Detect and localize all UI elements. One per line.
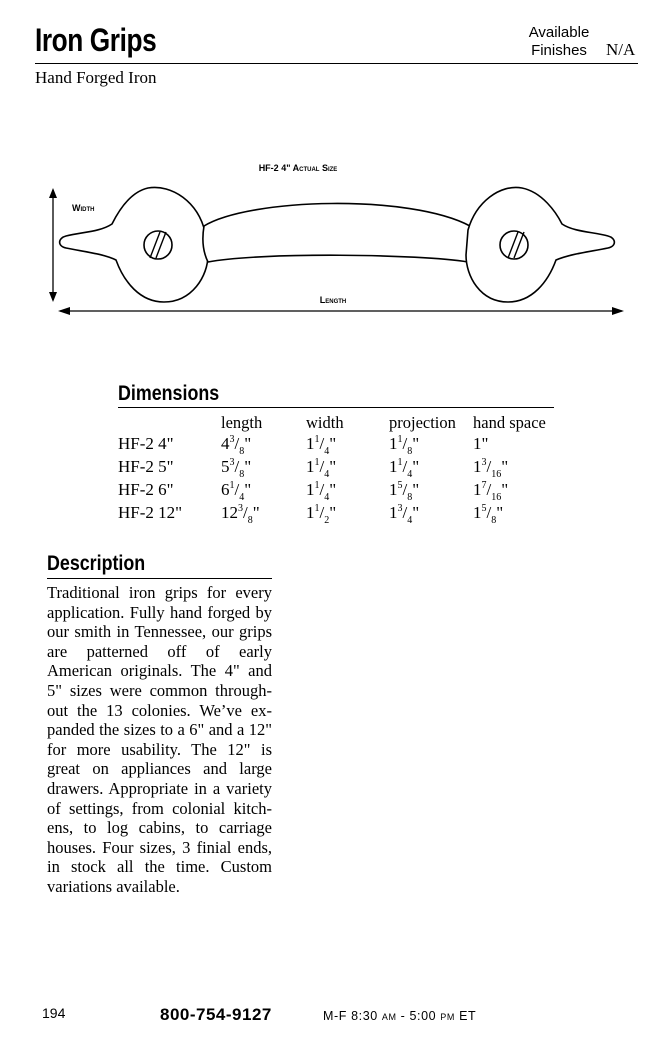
description-heading: Description bbox=[47, 552, 146, 575]
grip-diagram bbox=[0, 150, 672, 330]
business-hours: M-F 8:30 am - 5:00 pm ET bbox=[323, 1009, 477, 1023]
description-rule bbox=[47, 578, 272, 579]
left-screw bbox=[144, 231, 172, 259]
length-cell: $12^3/_8$" bbox=[221, 503, 260, 526]
length-label: Length bbox=[319, 295, 347, 305]
dimensions-heading: Dimensions bbox=[118, 382, 220, 405]
length-cell: $5^3/_8$" bbox=[221, 457, 252, 480]
projection-cell: $1^1/_8$" bbox=[389, 434, 420, 457]
grip-handle bbox=[203, 203, 474, 262]
projection-cell: $1^3/_4$" bbox=[389, 503, 420, 526]
width-cell: $1^1/_4$" bbox=[306, 480, 337, 503]
projection-cell: $1^5/_8$" bbox=[389, 480, 420, 503]
width-arrow-head-bottom bbox=[49, 292, 57, 302]
width-cell: $1^1/_4$" bbox=[306, 434, 337, 457]
hand-space-cell: $1^7/_{16}$" bbox=[473, 480, 509, 503]
model-cell: HF-2 12" bbox=[118, 503, 183, 522]
finishes-value: N/A bbox=[606, 40, 636, 59]
hand-space-cell: 1" bbox=[473, 434, 489, 453]
width-cell: $1^1/_4$" bbox=[306, 457, 337, 480]
hand-space-cell: $1^5/_8$" bbox=[473, 503, 504, 526]
model-cell: HF-2 6" bbox=[118, 480, 174, 499]
diagram-caption: HF-2 4" Actual Size bbox=[258, 163, 338, 173]
length-arrow-head-left bbox=[58, 307, 70, 315]
table-row bbox=[118, 503, 555, 526]
table-row bbox=[118, 457, 555, 480]
page-number: 194 bbox=[42, 1005, 66, 1021]
right-screw bbox=[500, 231, 528, 259]
page-title: Iron Grips bbox=[35, 22, 157, 58]
length-arrow-head-right bbox=[612, 307, 624, 315]
header-rule bbox=[35, 63, 638, 64]
width-cell: $1^1/_2$" bbox=[306, 503, 337, 526]
table-row bbox=[118, 434, 555, 457]
description-text: Traditional iron grips for every application. Fully hand forged by our smith in Tennessee, our grips are patterned off of early American originals. The 4" and 5" sizes were common through- out the 13 colonies. We’ve ex- panded the sizes to a 6" and a 12" for more usability. The 12" is great on appliances and large drawers. Appropriate in a variety of settings, from colonial kitch- ens, to log cabins, to carriage houses. Four sizes, 3 finial ends, in stock all the time. Custom variations available. bbox=[47, 583, 272, 896]
projection-cell: $1^1/_4$" bbox=[389, 457, 420, 480]
available-finishes-label: Available Finishes bbox=[528, 24, 590, 59]
column-header-length: length bbox=[221, 413, 263, 432]
length-cell: $4^3/_8$" bbox=[221, 434, 252, 457]
model-cell: HF-2 5" bbox=[118, 457, 174, 476]
right-finial bbox=[466, 187, 614, 302]
dimensions-header-row bbox=[118, 413, 555, 434]
column-header bbox=[118, 413, 221, 434]
length-cell: $6^1/_4$" bbox=[221, 480, 252, 503]
model-cell: HF-2 4" bbox=[118, 434, 174, 453]
width-arrow-head-top bbox=[49, 188, 57, 198]
dimensions-table bbox=[118, 413, 555, 526]
hand-space-cell: $1^3/_{16}$" bbox=[473, 457, 509, 480]
column-header-hand-space: hand space bbox=[473, 413, 546, 432]
column-header-projection: projection bbox=[389, 413, 456, 432]
table-row bbox=[118, 480, 555, 503]
column-header-width: width bbox=[306, 413, 344, 432]
phone-number: 800-754-9127 bbox=[160, 1005, 272, 1024]
page-subtitle: Hand Forged Iron bbox=[35, 68, 157, 87]
width-label: Width bbox=[72, 203, 95, 213]
dimensions-rule bbox=[118, 407, 554, 408]
